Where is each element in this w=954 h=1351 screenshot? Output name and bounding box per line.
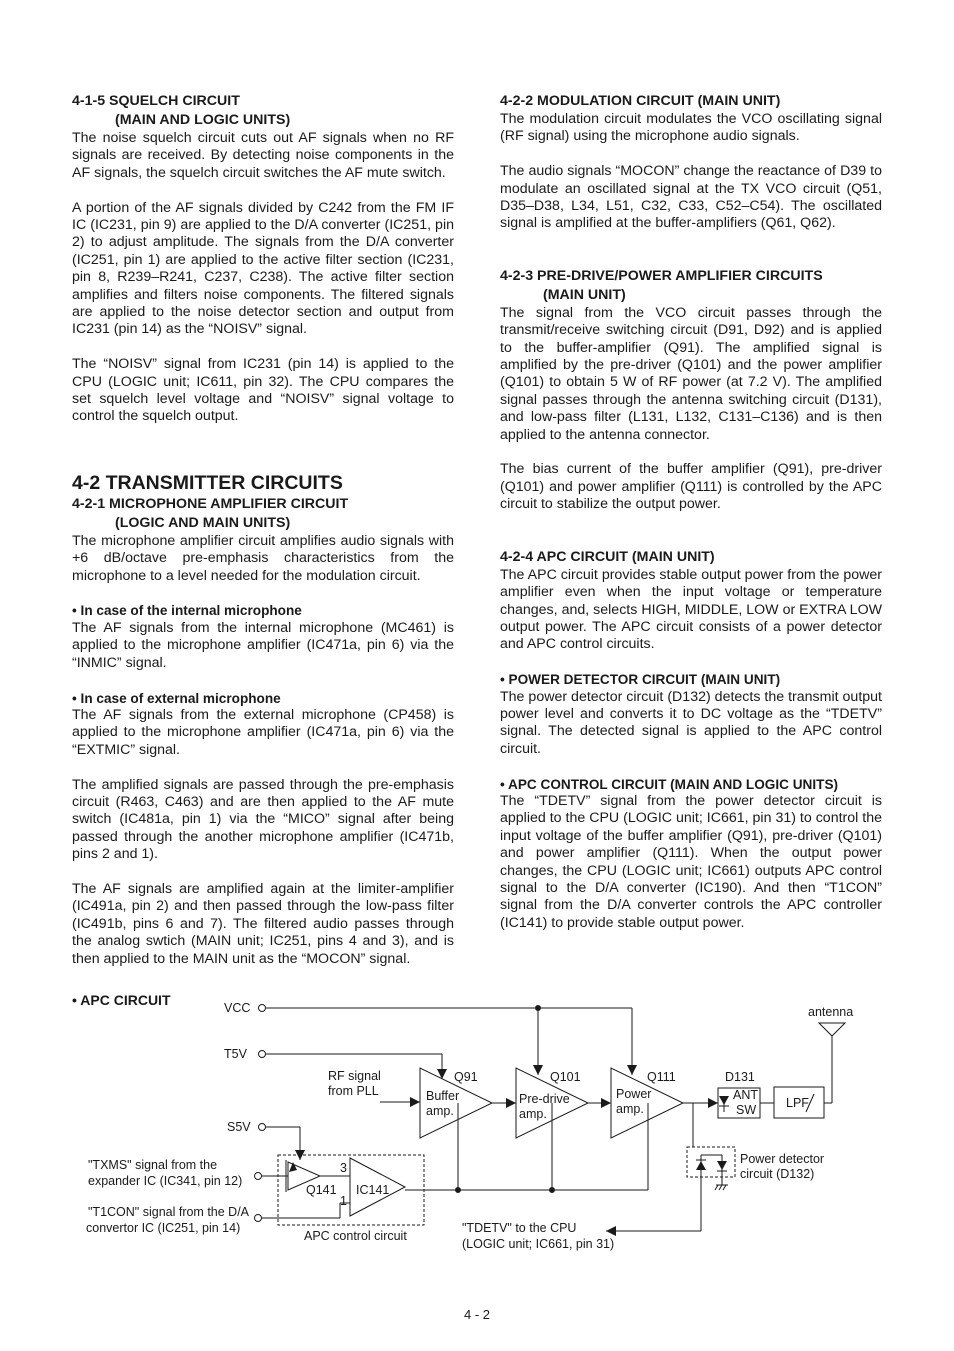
- page-number: 4 - 2: [463, 1307, 490, 1322]
- paragraph: A portion of the AF signals divided by C242 from the FM IF IC (IC231, pin 9) are applied to the D/A converter (IC251, pin 2) to adjust amplitude. The signals from the D/A converter (IC251, pin 1) are applied to the active filter section (IC231, pin 8, R239–R241, C237, C238). The active filter section amplifies and filters noise components. The filtered signals are applied to the noise detector section and output from IC231 (pin 14) as the “NOISV” signal.: [72, 199, 454, 338]
- pin1-label: 1: [340, 1194, 347, 1208]
- antenna-label: antenna: [808, 1005, 854, 1019]
- lpf-label: LPF: [786, 1096, 809, 1110]
- predrive-amp-label-1: Pre-drive: [519, 1092, 570, 1106]
- paragraph: The modulation circuit modulates the VCO oscillating signal (RF signal) using the microphone audio signals.: [500, 111, 882, 145]
- txms-label-1: "TXMS" signal from the: [88, 1158, 218, 1172]
- tdetv-label-2: (LOGIC unit; IC661, pin 31): [462, 1237, 615, 1251]
- q91-label: Q91: [454, 1070, 478, 1084]
- paragraph: The APC circuit provides stable output power from the power amplifier even when the input voltage or temperature changes, and, selects HIGH, MIDDLE, LOW or EXTRA LOW output power. The APC circuit consists of a power detector and APC control circuits.: [500, 566, 882, 653]
- q141-label: Q141: [306, 1183, 337, 1197]
- paragraph: The “NOISV” signal from IC231 (pin 14) is applied to the CPU (LOGIC unit; IC611, pin 32). The CPU compares the set squelch level voltage and “NOISV” signal voltage to control the squelch output.: [72, 356, 454, 425]
- t5v-label: T5V: [224, 1047, 247, 1061]
- buffer-amp-label-2: amp.: [426, 1104, 454, 1118]
- rf-signal-label-2: from PLL: [328, 1084, 379, 1098]
- pin3-label: 3: [340, 1161, 347, 1175]
- bullet-heading: • APC CONTROL CIRCUIT (MAIN AND LOGIC UNITS): [500, 776, 839, 792]
- q101-label: Q101: [550, 1070, 581, 1084]
- power-amp-label-2: amp.: [616, 1102, 644, 1116]
- power-detector-label-2: circuit (D132): [740, 1167, 815, 1181]
- paragraph: The audio signals “MOCON” change the reactance of D39 to modulate an oscillated signal at the TX VCO circuit (Q51, D35–D38, L34, L51, C32, C33, C52–C54). The oscillated signal is amplified at the buffer-amplifiers (Q61, Q62).: [500, 163, 882, 232]
- predrive-amp-label-2: amp.: [519, 1107, 547, 1121]
- bullet-heading: • POWER DETECTOR CIRCUIT (MAIN UNIT): [500, 672, 781, 688]
- tdetv-label-1: "TDETV" to the CPU: [462, 1221, 577, 1235]
- paragraph: The amplified signals are passed through the pre-emphasis circuit (R463, C463) and are then applied to the AF mute switch (IC481a, pin 1) via the “MICO” signal after being passed through the another microphone amplifier (IC471b, pins 2 and 1).: [72, 776, 454, 863]
- section-4-2-2-title: 4-2-2 MODULATION CIRCUIT (MAIN UNIT): [500, 93, 781, 109]
- t1con-label-2: convertor IC (IC251, pin 14): [86, 1221, 241, 1235]
- paragraph: The signal from the VCO circuit passes through the transmit/receive switching circuit (D91, D92) and is applied to the buffer-amplifier (Q91). The amplified signal is amplified by the pre-driver (Q101) and the power amplifier (Q101) to obtain 5 W of RF power (at 7.2 V). The amplified signal passes through the antenna switching circuit (D131), and low-pass filter (L131, L132, C131–C136) and is then applied to the antenna connector.: [500, 304, 882, 443]
- diagram-heading: • APC CIRCUIT: [72, 992, 171, 1008]
- paragraph: The noise squelch circuit cuts out AF signals when no RF signals are received. By detecting noise components in the AF signals, the squelch circuit switches the AF mute switch.: [72, 130, 454, 181]
- sw-label: SW: [736, 1103, 757, 1117]
- paragraph: The microphone amplifier circuit amplifies audio signals with +6 dB/octave pre-emphasis characteristics from the microphone to a level needed for the modulation circuit.: [72, 532, 454, 584]
- rf-signal-label-1: RF signal: [328, 1069, 381, 1083]
- section-4-2-4-title: 4-2-4 APC CIRCUIT (MAIN UNIT): [500, 548, 715, 565]
- paragraph: The power detector circuit (D132) detects the transmit output power level and converts it to DC voltage as the “TDETV” signal. The detected signal is applied to the APC control circuit.: [500, 688, 882, 757]
- paragraph: The AF signals from the external microphone (CP458) is applied to the microphone amplifier (IC471a, pin 6) via the “EXTMIC” signal.: [72, 706, 454, 758]
- section-title-line1: 4-2-3 PRE-DRIVE/POWER AMPLIFIER CIRCUITS: [500, 267, 823, 284]
- paragraph: The AF signals from the internal microphone (MC461) is applied to the microphone amplifier (IC471a, pin 6) via the “INMIC” signal.: [72, 619, 454, 671]
- section-title-line1: 4-2-1 MICROPHONE AMPLIFIER CIRCUIT: [72, 495, 349, 512]
- buffer-amp-label-1: Buffer: [426, 1089, 460, 1103]
- apc-control-label: APC control circuit: [304, 1229, 407, 1243]
- power-amp-label-1: Power: [616, 1087, 652, 1101]
- t1con-label-1: "T1CON" signal from the D/A: [88, 1205, 250, 1219]
- paragraph: The bias current of the buffer amplifier (Q91), pre-driver (Q101) and power amplifier (Q111) is controlled by the APC circuit to stabilize the output power.: [500, 461, 882, 513]
- chapter-title: 4-2 TRANSMITTER CIRCUITS: [72, 471, 343, 494]
- ant-label: ANT: [733, 1088, 758, 1102]
- ic141-label: IC141: [356, 1183, 390, 1197]
- paragraph: The “TDETV” signal from the power detector circuit is applied to the CPU (LOGIC unit; IC661, pin 31) to control the input voltage of the buffer amplifier (Q91), pre-driver (Q101) and power amplifier (Q111). When the output power changes, the CPU (LOGIC unit; IC661) outputs APC control signal to the D/A converter (IC190). And then “T1CON” signal from the D/A converter controls the APC controller (IC141) to provide stable output power.: [500, 792, 882, 931]
- section-title-line1: 4-1-5 SQUELCH CIRCUIT: [72, 93, 240, 109]
- section-title-line2: (MAIN AND LOGIC UNITS): [115, 112, 291, 128]
- d131-label: D131: [725, 1070, 755, 1084]
- section-title-line2: (MAIN UNIT): [543, 286, 626, 303]
- q111-label: Q111: [647, 1070, 676, 1084]
- vcc-label: VCC: [224, 1001, 251, 1015]
- bullet-heading: • In case of the internal microphone: [72, 603, 302, 619]
- section-title-line2: (LOGIC AND MAIN UNITS): [115, 514, 291, 531]
- txms-label-2: expander IC (IC341, pin 12): [88, 1174, 243, 1188]
- paragraph: The AF signals are amplified again at the limiter-amplifier (IC491a, pin 2) and then passed through the low-pass filter (IC491b, pins 6 and 7). The filtered audio passes through the analog swtich (MAIN unit; IC251, pins 4 and 3), and is then applied to the MAIN unit as the “MOCON” signal.: [72, 880, 454, 967]
- s5v-label: S5V: [227, 1120, 251, 1134]
- bullet-heading: • In case of external microphone: [72, 690, 281, 706]
- power-detector-label-1: Power detector: [740, 1152, 825, 1166]
